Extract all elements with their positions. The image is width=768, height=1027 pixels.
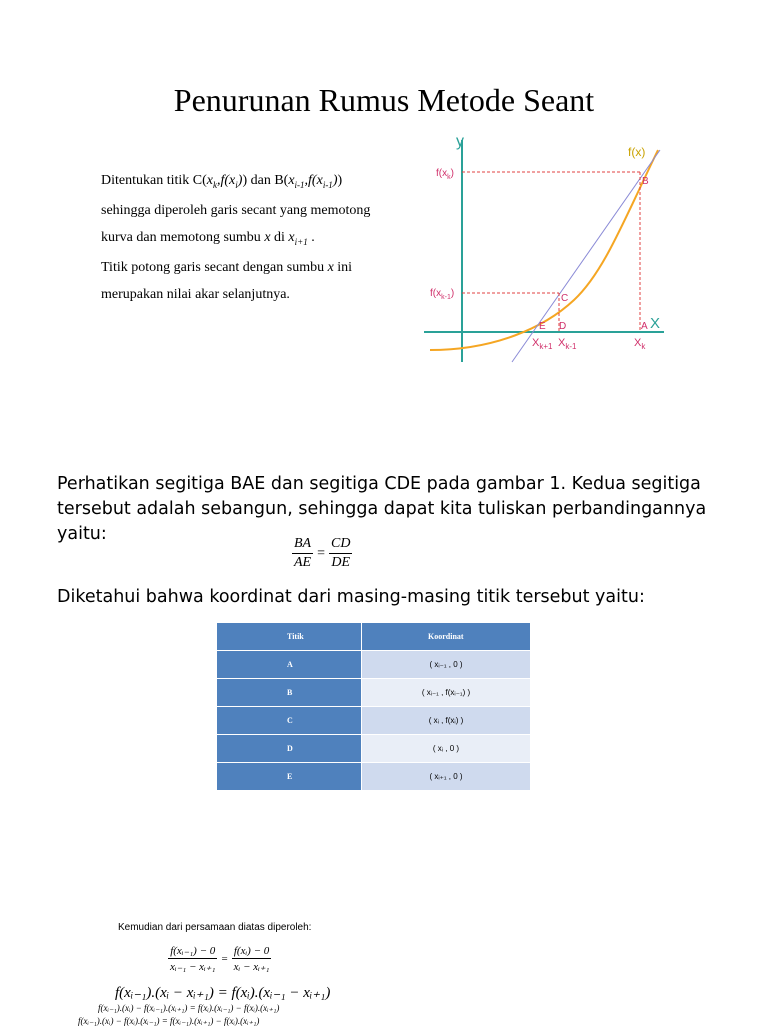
x-axis-label: X xyxy=(650,315,661,332)
intro-line-1: Ditentukan titik $C(x_k,f(x_i))$ dan $B(x_{i-1},f(x_{i-1}))$ xyxy=(101,173,343,190)
derivation-eq-2: f(xᵢ₋₁).(xᵢ − xᵢ₊₁) = f(xᵢ).(xᵢ₋₁ − xᵢ₊₁) xyxy=(115,985,331,1001)
paragraph-similar-triangles: Perhatikan segitiga BAE dan segitiga CDE pada gambar 1. Kedua segitiga tersebut adalah sebangun, sehingga dapat kita tuliskan perbandingannya yaitu: xyxy=(57,474,707,544)
intro-line-5: merupakan nilai akar selanjutnya. xyxy=(101,286,290,302)
point-d-label: D xyxy=(559,321,567,332)
fxk1-label: $f(x_{k-1})$ xyxy=(430,288,455,301)
secant-line xyxy=(512,150,660,362)
xk-label: $X_k$ xyxy=(634,337,646,351)
table-row: D ( xᵢ , 0 ) xyxy=(217,735,531,763)
y-axis-label: y xyxy=(456,133,464,150)
coordinate-table xyxy=(216,622,531,791)
page-title: Penurunan Rumus Metode Seant xyxy=(173,82,595,118)
derivation-eq-3: f(xᵢ₋₁).(xᵢ) − f(xᵢ₋₁).(xᵢ₊₁) = f(xᵢ).(xᵢ₋₁) − f(xᵢ).(xᵢ₊₁) xyxy=(98,1003,280,1013)
table-row: A ( xᵢ₋₁ , 0 ) xyxy=(217,651,531,679)
point-e-label: E xyxy=(539,321,546,332)
point-b-label: B xyxy=(642,176,649,187)
derivation-eq-1: $\frac{\text{f(xᵢ₋₁) − 0}}{\text{xᵢ₋₁ − xᵢ₊₁}}$ = $\frac{\text{f(xᵢ) − 0}}{\text{xᵢ − xᵢ₊₁}}$ xyxy=(170,944,270,973)
xk1-label: $X_{k+1}$ xyxy=(532,337,553,351)
table-row: E ( xᵢ₊₁ , 0 ) xyxy=(217,763,531,791)
secant-graph xyxy=(424,130,684,370)
curve-label: f(x) xyxy=(628,145,646,159)
paragraph-coordinates: Diketahui bahwa koordinat dari masing-masing titik tersebut yaitu: xyxy=(57,587,645,607)
intro-line-3: kurva dan memotong sumbu x di $x_{i+1}$ . xyxy=(101,229,315,247)
fxk-label: $f(x_k)$ xyxy=(436,168,454,181)
intro-text xyxy=(101,168,421,308)
table-row: B ( xᵢ₋₁ , f(xᵢ₋₁) ) xyxy=(217,679,531,707)
ratio-equation: $\frac{BA}{AE}$ = $\frac{CD}{DE}$ xyxy=(294,536,351,570)
point-a-label: A xyxy=(641,321,648,332)
intro-line-4: Titik potong garis secant dengan sumbu x ini xyxy=(101,260,353,276)
table-header-coord: Koordinat xyxy=(362,623,531,651)
function-curve xyxy=(430,150,661,350)
intro-line-2: sehingga diperoleh garis secant yang memotong xyxy=(101,203,371,219)
derivation-intro: Kemudian dari persamaan diatas diperoleh: xyxy=(118,922,312,933)
derivation-eq-4: f(xᵢ₋₁).(xᵢ) − f(xᵢ).(xᵢ₋₁) = f(xᵢ₋₁).(xᵢ₊₁) − f(xᵢ).(xᵢ₊₁) xyxy=(78,1016,260,1026)
xkm1-label: $X_{k-1}$ xyxy=(558,337,577,351)
table-header-point: Titik xyxy=(217,623,362,651)
table-row: C ( xᵢ , f(xᵢ) ) xyxy=(217,707,531,735)
point-c-label: C xyxy=(561,293,569,304)
